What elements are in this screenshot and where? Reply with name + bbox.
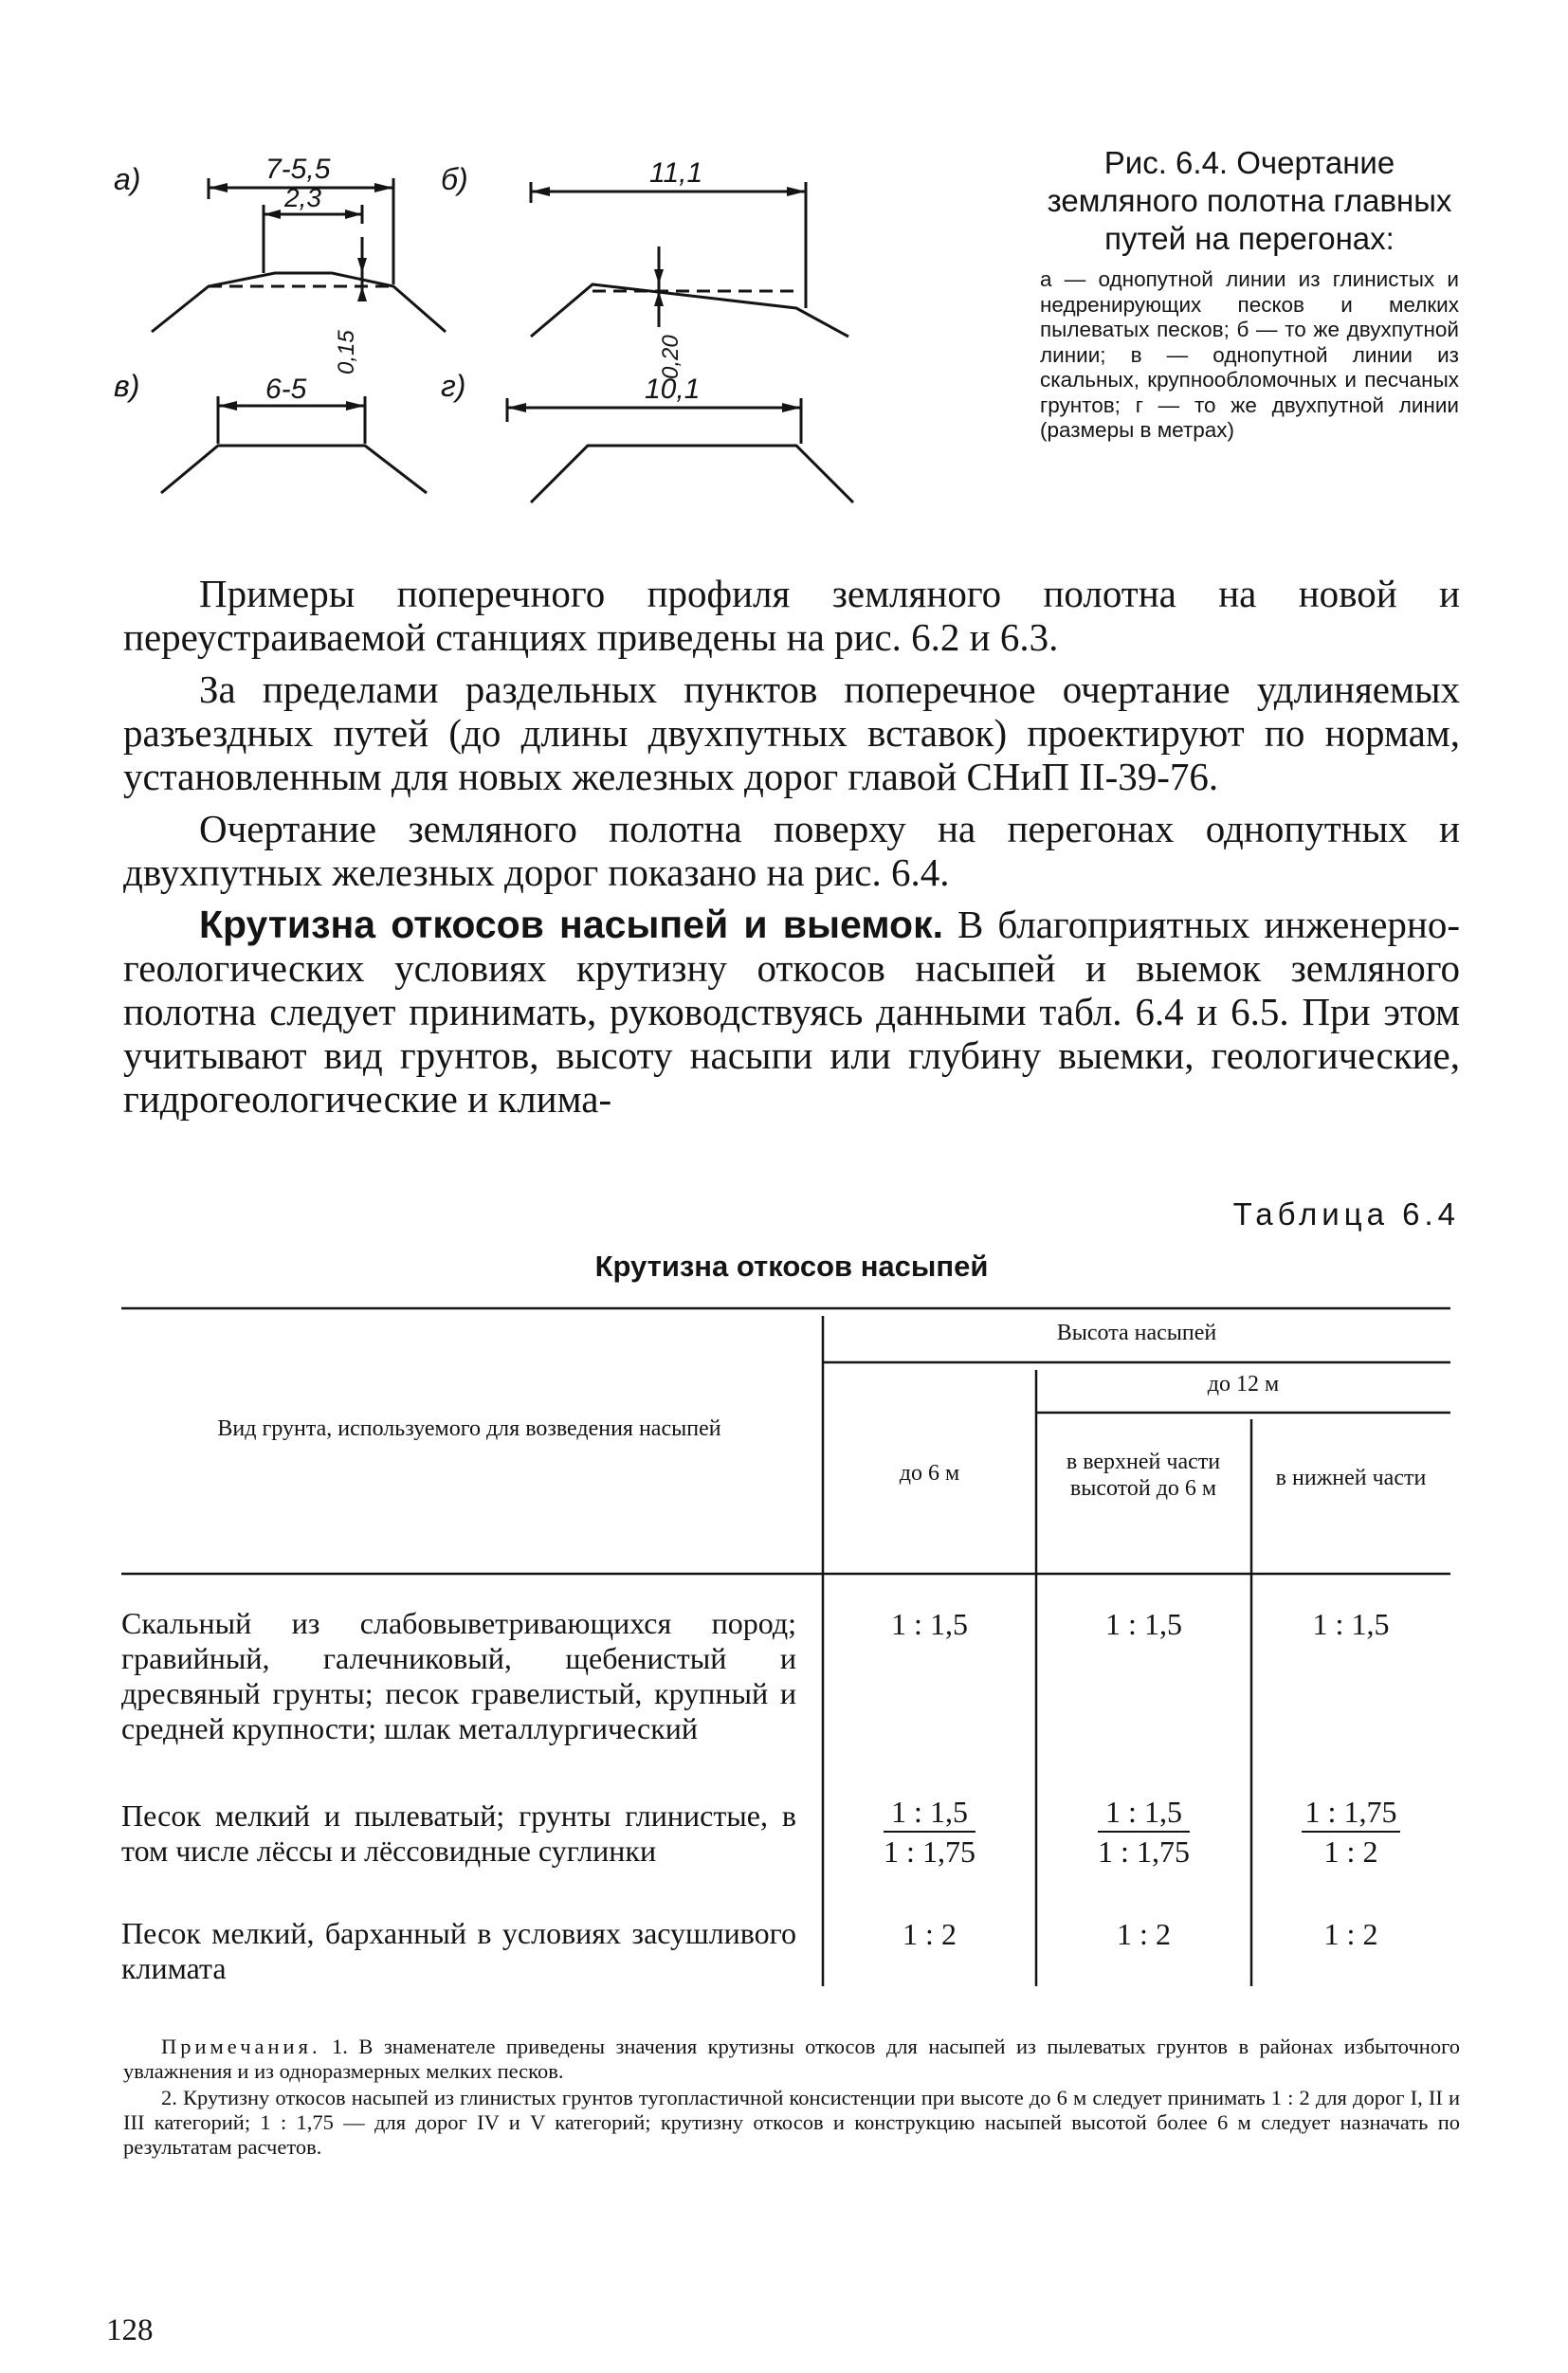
- caption-title: Рис. 6.4. Очертание земляного полотна главных путей на перегонах:: [1047, 145, 1452, 256]
- panel-g-letter: г): [441, 369, 466, 403]
- table-row-1-soil: Скальный из слабовыветривающихся пород; гравийный, галечниковый, щебенистый и дресвяный грунты; песок гравелистый, крупный и средней крупности; шлак металлургический: [121, 1606, 796, 1745]
- panel-a-dim-width: 7-5,5: [265, 154, 331, 185]
- table-row-2-lower: [1251, 1794, 1450, 1870]
- panel-v-profile: [161, 396, 427, 493]
- page-number: 128: [106, 2313, 154, 2347]
- panel-b-dim-height: 0,20: [658, 335, 684, 379]
- panel-b-letter: б): [441, 162, 468, 196]
- table-number: Таблица 6.4: [1232, 1196, 1460, 1232]
- header-lower-part: в нижней части: [1275, 1466, 1427, 1490]
- caption-body: а — однопутной линии из глинистых и недренирующих песков и мелких пылеватых песков; б — то же двухпутной линии; в — однопутной линии из скальных, крупнообломочных и песчаных грунтов; г — то же двухпутной линии (размеры в метрах): [1040, 267, 1459, 442]
- table-row-2-lower-denominator: 1 : 2: [1323, 1835, 1378, 1869]
- table-row-3-lower-value: 1 : 2: [1323, 1917, 1378, 1951]
- note-1: [123, 2035, 1460, 2084]
- figure-6-4: [114, 142, 891, 540]
- table-row-2-upto6: [823, 1794, 1036, 1870]
- note-1-text: 1. В знаменателе приведены значения крутизны откосов для насыпей из пылеватых грунтов в районах избыточного увлажнения и из одноразмерных мелких песков.: [123, 2035, 1460, 2083]
- table-row-2-soil: Песок мелкий и пылеватый; грунты глинистые, в том числе лёссы и лёссовидные суглинки: [121, 1798, 796, 1868]
- panel-b-profile: [531, 182, 848, 337]
- table-row-1-lower: [1251, 1606, 1450, 1642]
- table-row-1-upper-value: 1 : 1,5: [1105, 1607, 1182, 1641]
- figure-caption: [1040, 144, 1459, 444]
- panel-b-dim-width: 11,1: [649, 157, 703, 189]
- paragraph-3: Очертание земляного полотна поверху на перегонах однопутных и двухпутных железных дорог показано на рис. 6.4.: [123, 807, 1460, 894]
- paragraph-2: За пределами раздельных пунктов поперечное очертание удлиняемых разъездных путей (до длины двухпутных вставок) проектируют по нормам, установленным для новых железных дорог главой СНиП II-39-76.: [123, 667, 1460, 798]
- header-embankment-height: Высота насыпей: [1056, 1321, 1217, 1345]
- table-row-2-upto6-denominator: 1 : 1,75: [884, 1835, 975, 1869]
- notes-label: Примечания.: [161, 2035, 321, 2058]
- header-soil-type: Вид грунта, используемого для возведения насыпей: [217, 1416, 721, 1441]
- header-upper-part: в верхней части высотой до 6 м: [1066, 1450, 1221, 1501]
- table-row-2-upto6-numerator: 1 : 1,5: [884, 1794, 975, 1833]
- table-row-3-upper-value: 1 : 2: [1117, 1917, 1171, 1951]
- table-row-1-upto6-value: 1 : 1,5: [891, 1607, 968, 1641]
- table-row-2-upper-numerator: 1 : 1,5: [1098, 1794, 1190, 1833]
- panel-g-dim-width: 10,1: [645, 374, 701, 405]
- panel-v-letter: в): [114, 369, 140, 403]
- paragraph-4-heading: Крутизна откосов насыпей и выемок.: [199, 903, 943, 946]
- table-row-2-lower-numerator: 1 : 1,75: [1302, 1794, 1401, 1833]
- table-notes: [123, 2035, 1460, 2162]
- table-row-3-upto6: [823, 1916, 1036, 1952]
- panel-a-dim-height: 0,15: [334, 330, 359, 374]
- table-row-3-lower: [1251, 1916, 1450, 1952]
- table-title: Крутизна откосов насыпей: [594, 1250, 989, 1283]
- table-row-3-soil: Песок мелкий, барханный в условиях засушливого климата: [121, 1916, 796, 1985]
- table-row-2-upper-denominator: 1 : 1,75: [1098, 1835, 1190, 1869]
- panel-a-letter: а): [114, 162, 141, 196]
- body-text: [123, 572, 1460, 1129]
- table-row-3-upper: [1036, 1916, 1251, 1952]
- paragraph-4-text: В благоприятных инженерно-геологических условиях крутизну откосов насыпей и выемок земляного полотна следует принимать, руководствуясь данными табл. 6.4 и 6.5. При этом учитывают вид грунтов, высоту насыпи или глубину выемки, геологические, гидрогеологические и клима-: [123, 903, 1460, 1121]
- note-2: 2. Крутизну откосов насыпей из глинистых грунтов тугопластичной консистенции при высоте до 6 м следует принимать 1 : 2 для дорог I, II и III категорий; 1 : 1,75 — для дорог IV и V категорий; крутизну откосов и конструкцию насыпей высотой более 6 м следует назначать по результатам расчетов.: [123, 2086, 1460, 2159]
- roadbed-profiles-diagram: [114, 142, 891, 540]
- table-row-1-upto6: [823, 1606, 1036, 1642]
- paragraph-1: Примеры поперечного профиля земляного полотна на новой и переустраиваемой станциях приведены на рис. 6.2 и 6.3.: [123, 572, 1460, 659]
- paragraph-4: [123, 903, 1460, 1121]
- header-up-to-12m: до 12 м: [1207, 1372, 1280, 1396]
- table-row-2-upper: [1036, 1794, 1251, 1870]
- panel-g-profile: [507, 398, 853, 502]
- panel-a-dim-inner: 2,3: [284, 183, 321, 212]
- table-row-1-upper: [1036, 1606, 1251, 1642]
- header-up-to-6m: до 6 м: [899, 1461, 960, 1486]
- table-row-1-lower-value: 1 : 1,5: [1312, 1607, 1390, 1641]
- table-row-3-upto6-value: 1 : 2: [903, 1917, 957, 1951]
- panel-v-dim-width: 6-5: [265, 374, 307, 405]
